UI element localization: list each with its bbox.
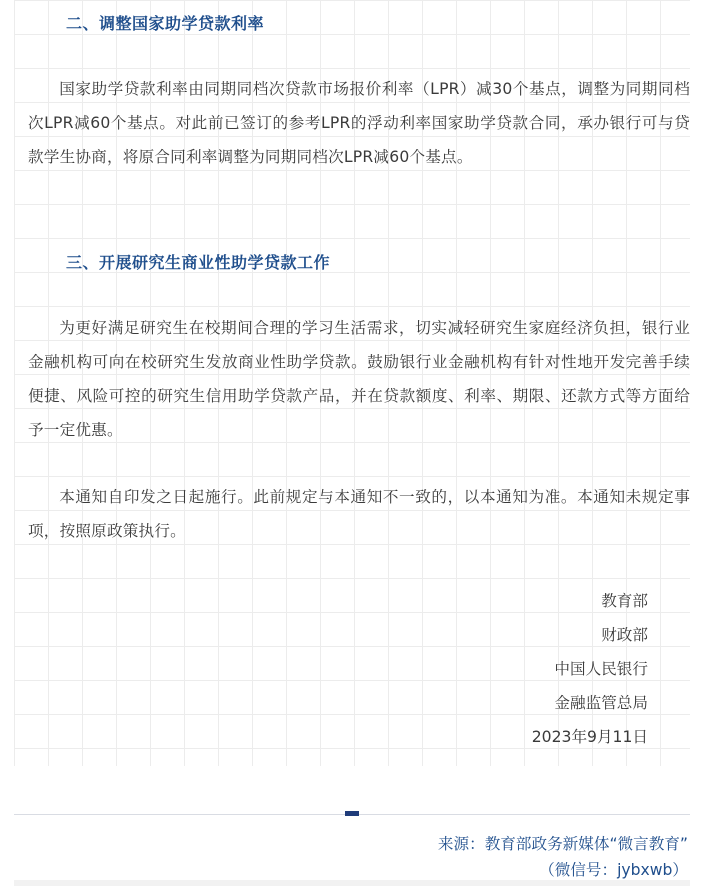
signatory-org: 财政部 — [601, 626, 648, 644]
signatory-org: 中国人民银行 — [554, 660, 648, 678]
closing-paragraph: 本通知自印发之日起施行。此前规定与本通知不一致的，以本通知为准。本通知未规定事项，按照原政策执行。 — [28, 488, 690, 540]
signature-date: 2023年9月11日 — [531, 728, 648, 746]
section-paragraph: 国家助学贷款利率由同期同档次贷款市场报价利率（LPR）减30个基点，调整为同期同档次LPR减60个基点。对此前已签订的参考LPR的浮动利率国家助学贷款合同，承办银行可与贷款学生协商，将原合同利率调整为同期同档次LPR减60个基点。 — [28, 80, 690, 166]
signatory-org: 教育部 — [601, 592, 648, 610]
source-line: 来源：教育部政务新媒体“微言教育” — [437, 835, 688, 853]
section-heading: 三、开展研究生商业性助学贷款工作 — [66, 253, 331, 272]
signatory-org: 金融监管总局 — [554, 694, 648, 712]
wechat-id-line: （微信号：jybxwb） — [539, 861, 688, 879]
section-heading: 二、调整国家助学贷款利率 — [66, 14, 265, 33]
divider-accent — [345, 811, 359, 816]
section-paragraph: 为更好满足研究生在校期间合理的学习生活需求，切实减轻研究生家庭经济负担，银行业金融机构可向在校研究生发放商业性助学贷款。鼓励银行业金融机构有针对性地开发完善手续便捷、风险可控的研究生信用助学贷款产品，并在贷款额度、利率、期限、还款方式等方面给予一定优惠。 — [28, 319, 690, 439]
bottom-band — [14, 880, 690, 886]
article-body — [14, 0, 690, 766]
